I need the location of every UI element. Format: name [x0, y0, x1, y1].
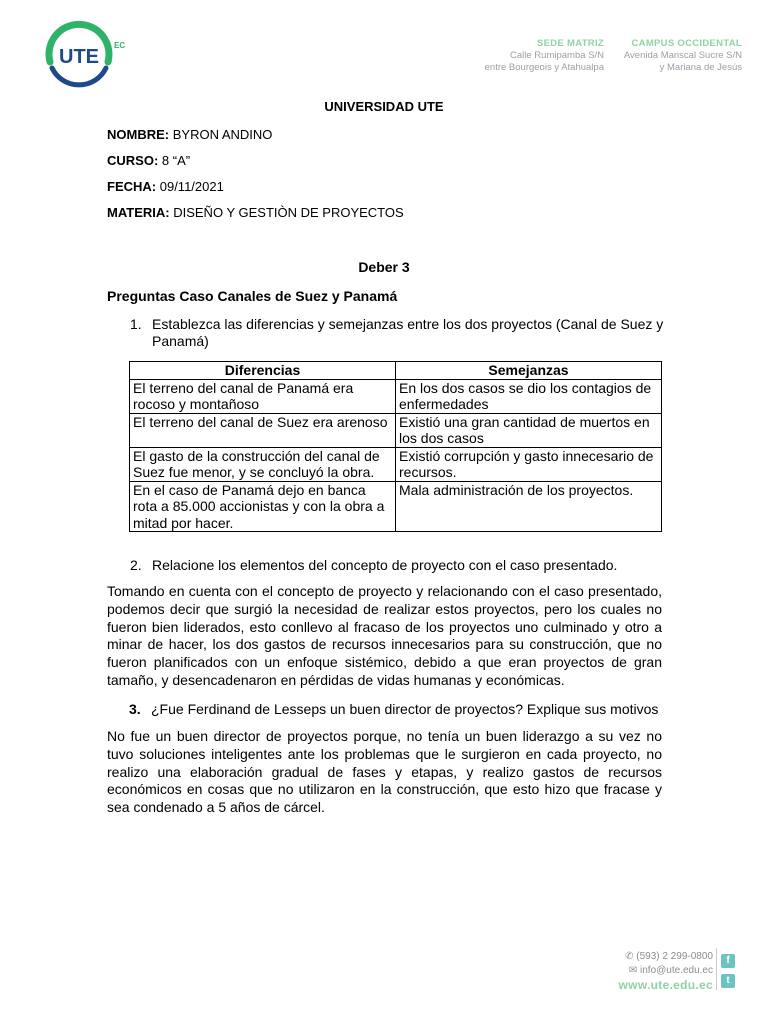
field-value: BYRON ANDINO [172, 127, 273, 142]
facebook-icon[interactable]: f [721, 954, 735, 968]
footer-website[interactable]: www.ute.edu.ec [618, 978, 713, 992]
question-1 [130, 316, 665, 350]
field-label: FECHA: [107, 179, 157, 194]
table-cell: El gasto de la construcción del canal de Suez fue menor, y se concluyó la obra. [130, 447, 396, 481]
question-number: 1. [130, 316, 142, 332]
campus-occidental-line1: Avenida Mariscal Sucre S/N [623, 50, 742, 61]
university-heading: UNIVERSIDAD UTE [324, 99, 444, 114]
table-row [130, 379, 662, 413]
campus-occidental-title: CAMPUS OCCIDENTAL [631, 38, 742, 49]
table-cell: En el caso de Panamá dejo en banca rota a 85.000 accionistas y con la obra a mitad por hacer. [130, 481, 396, 532]
footer-contact [619, 950, 713, 992]
field-label: NOMBRE: [107, 127, 170, 142]
field-materia [107, 205, 404, 220]
field-label: MATERIA: [107, 205, 170, 220]
question-2 [130, 557, 665, 574]
phone-icon: ✆ [625, 951, 634, 962]
question-text: Establezca las diferencias y semejanzas entre los dos proyectos (Canal de Suez y Panamá) [152, 316, 664, 349]
sede-matriz-line1: Calle Rumipamba S/N [510, 50, 604, 61]
field-value: 8 “A” [161, 153, 191, 168]
table-cell: El terreno del canal de Panamá era rocoso y montañoso [130, 379, 396, 413]
table-row [130, 413, 662, 447]
logo-text: UTE [59, 46, 99, 68]
footer-email [619, 964, 713, 978]
email-text[interactable]: info@ute.edu.ec [640, 965, 713, 976]
comparison-table [129, 361, 662, 532]
ute-logo [38, 18, 128, 88]
sede-matriz-line2: entre Bourgeois y Atahualpa [484, 62, 604, 73]
question-text: ¿Fue Ferdinand de Lesseps un buen director de proyectos? Explique sus motivos [151, 701, 659, 717]
logo-sup: EC [114, 41, 126, 50]
field-value: 09/11/2021 [159, 179, 224, 194]
footer-phone [619, 950, 713, 964]
table-cell: El terreno del canal de Suez era arenoso [130, 413, 396, 447]
campus-occidental-line2: y Mariana de Jesús [659, 62, 742, 73]
question-number: 2. [130, 557, 142, 573]
field-nombre [107, 127, 272, 142]
table-cell: Mala administración de los proyectos. [396, 481, 662, 532]
mail-icon: ✉ [628, 965, 638, 976]
table-row [130, 481, 662, 532]
section-subtitle: Preguntas Caso Canales de Suez y Panamá [107, 288, 398, 304]
table-row [130, 447, 662, 481]
answer-2: Tomando en cuenta con el concepto de proyecto y relacionando con el caso presentado, podemos decir que surgió la necesidad de realizar estos proyectos, pero los cuales no fueron bien liderados, esto conllevo al fracaso de los proyectos uno culminado y otro a minar de hacer, los dos gastos de recursos innecesarios para su construcción, que no fueron planificados con un enfoque sistémico, debido a que eran proyectos de gran tamaño, y desencadenaron en pérdidas de vidas humanas y económicas. [107, 583, 662, 688]
field-value: DISEÑO Y GESTIÒN DE PROYECTOS [173, 205, 404, 220]
field-fecha [107, 179, 224, 194]
header-semejanzas: Semejanzas [396, 362, 662, 380]
question-3 [129, 701, 664, 718]
table-header-row [130, 362, 662, 380]
field-curso [107, 153, 190, 168]
table-cell: En los dos casos se dio los contagios de enfermedades [396, 379, 662, 413]
header-diferencias: Diferencias [130, 362, 396, 380]
phone-text: (593) 2 299-0800 [636, 951, 713, 962]
sede-matriz-title: SEDE MATRIZ [537, 38, 604, 49]
table-cell: Existió una gran cantidad de muertos en los dos casos [396, 413, 662, 447]
answer-3: No fue un buen director de proyectos porque, no tenía un buen liderazgo a su vez no tuvo soluciones inteligentes ante los problemas que le surgieron en cada proyecto, no realizo una elaboración gradual de fases y etapas, y realizo gastos de recursos económicos en cosas que no utilizaron en la construcción, que esto hizo que fracase y sea condenado a 5 años de cárcel. [107, 728, 662, 816]
question-text: Relacione los elementos del concepto de proyecto con el caso presentado. [152, 557, 618, 573]
field-label: CURSO: [107, 153, 159, 168]
assignment-title: Deber 3 [358, 259, 410, 275]
twitter-icon[interactable]: t [721, 974, 735, 988]
campus-occidental-address [624, 38, 742, 74]
footer-divider [716, 948, 717, 990]
table-cell: Existió corrupción y gasto innecesario de recursos. [396, 447, 662, 481]
question-number: 3. [129, 701, 141, 717]
sede-matriz-address [485, 38, 604, 74]
